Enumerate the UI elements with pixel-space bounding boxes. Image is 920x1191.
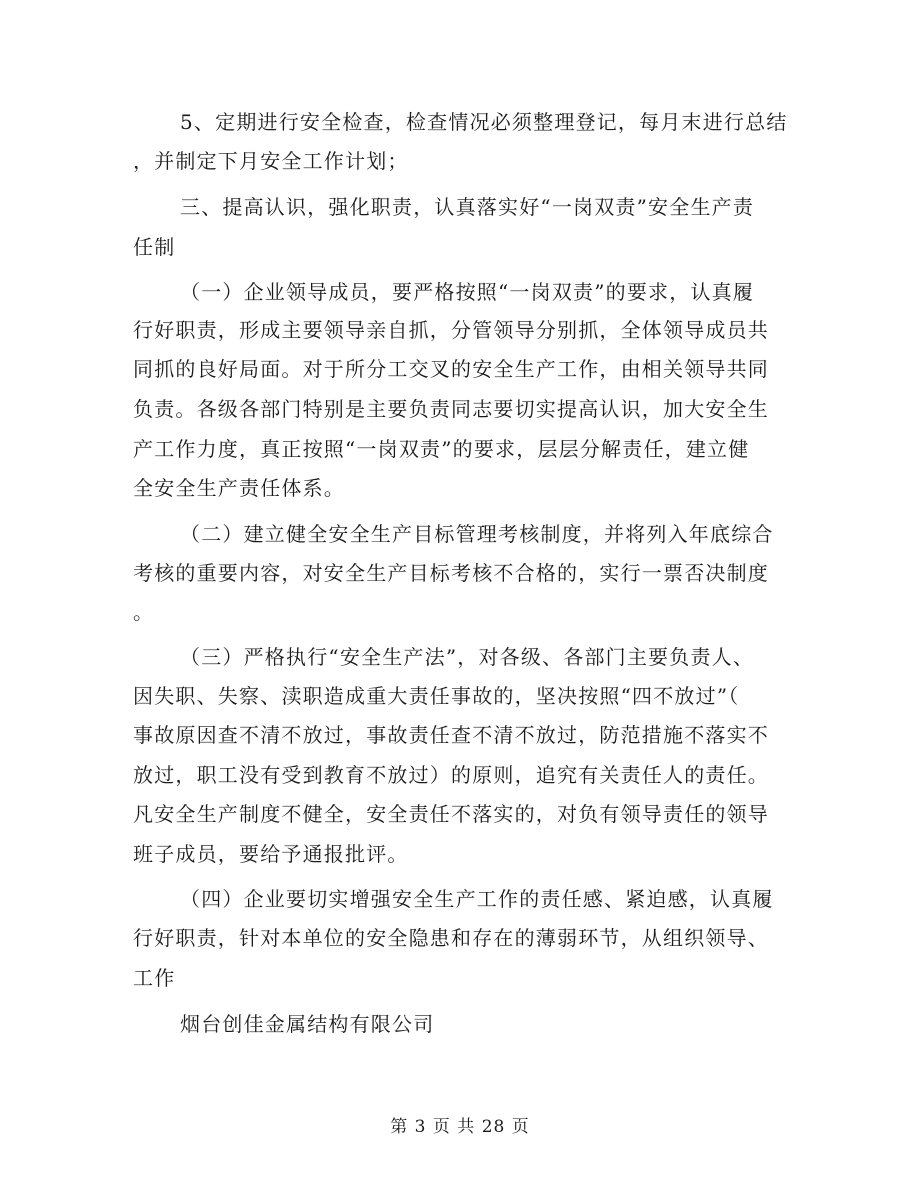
text-line: 行好职责，针对本单位的安全隐患和存在的薄弱环节，从组织领导、 [133,926,769,950]
text-line: ，并制定下月安全工作计划； [133,149,409,173]
text-line: （一）企业领导成员，要严格按照“一岗双责”的要求，认真履 [180,280,755,304]
company-name: 烟台创佳金属结构有限公司 [180,1012,435,1036]
text-line: 任制 [133,235,176,259]
text-line: 班子成员，要给予通报批评。 [133,842,409,866]
text-line: 负责。各级各部门特别是主要负责同志要切实提高认识，加大安全生 [133,397,769,421]
text-line: 行好职责，形成主要领导亲自抓，分管领导分别抓，全体领导成员共 [133,318,769,342]
text-line: 。 [133,600,155,624]
text-line: 考核的重要内容，对安全生产目标考核不合格的，实行一票否决制度 [133,561,769,585]
page-footer: 第 3 页 共 28 页 [390,1117,530,1137]
text-line: 工作 [133,966,176,990]
text-line: 同抓的良好局面。对于所分工交叉的安全生产工作，由相关领导共同 [133,357,769,381]
text-line: 产工作力度，真正按照“一岗双责”的要求，层层分解责任，建立健 [133,437,750,461]
text-line: （二）建立健全安全生产目标管理考核制度，并将列入年底综合 [180,522,774,546]
text-line: 凡安全生产制度不健全，安全责任不落实的，对负有领导责任的领导 [133,802,769,826]
text-line: 事故原因查不清不放过，事故责任查不清不放过，防范措施不落实不 [133,723,769,747]
text-line: （四）企业要切实增强安全生产工作的责任感、紧迫感，认真履 [180,887,774,911]
text-line: 因失职、失察、渎职造成重大责任事故的，坚决按照“四不放过”（ [133,684,740,708]
text-line: 5、定期进行安全检查，检查情况必须整理登记，每月末进行总结 [180,110,788,134]
text-line: 放过，职工没有受到教育不放过）的原则，追究有关责任人的责任。 [133,763,769,787]
text-line: 全安全生产责任体系。 [133,476,345,500]
text-line: （三）严格执行“安全生产法”，对各级、各部门主要负责人、 [180,645,755,669]
text-line: 三、提高认识，强化职责，认真落实好“一岗双责”安全生产责 [180,195,755,219]
